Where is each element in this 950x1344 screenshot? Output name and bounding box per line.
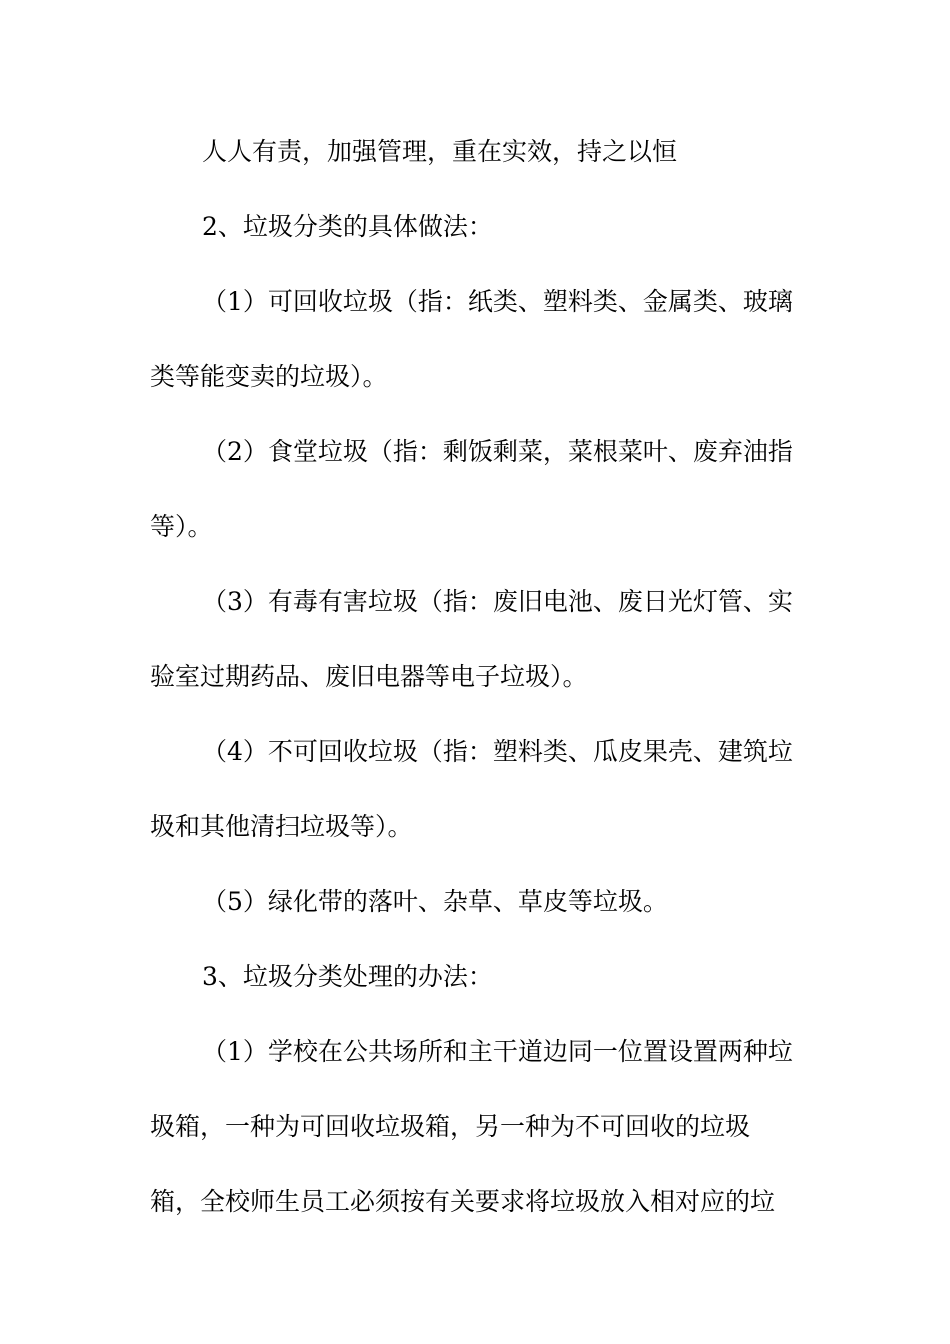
paragraph-line: （4）不可回收垃圾（指：塑料类、瓜皮果壳、建筑垃 [202,737,793,766]
paragraph-line: 人人有责，加强管理，重在实效，持之以恒 [202,137,678,166]
section-heading: 2、垃圾分类的具体做法： [202,212,493,241]
section-heading: 3、垃圾分类处理的办法： [202,962,493,991]
paragraph-line: 类等能变卖的垃圾）。 [150,362,388,391]
paragraph-line: （1）可回收垃圾（指：纸类、塑料类、金属类、玻璃 [202,287,793,316]
paragraph-line: （1）学校在公共场所和主干道边同一位置设置两种垃 [202,1037,793,1066]
paragraph-line: 圾箱，一种为可回收垃圾箱，另一种为不可回收的垃圾 [150,1112,751,1141]
paragraph-line: 等）。 [150,512,213,541]
paragraph-line: （2）食堂垃圾（指：剩饭剩菜，菜根菜叶、废弃油指 [202,437,793,466]
paragraph-line: （5）绿化带的落叶、杂草、草皮等垃圾。 [202,887,668,916]
paragraph-line: 箱，全校师生员工必须按有关要求将垃圾放入相对应的垃 [150,1187,776,1216]
paragraph-line: 圾和其他清扫垃圾等）。 [150,812,413,841]
paragraph-line: 验室过期药品、废旧电器等电子垃圾）。 [150,662,588,691]
paragraph-line: （3）有毒有害垃圾（指：废旧电池、废日光灯管、实 [202,587,793,616]
